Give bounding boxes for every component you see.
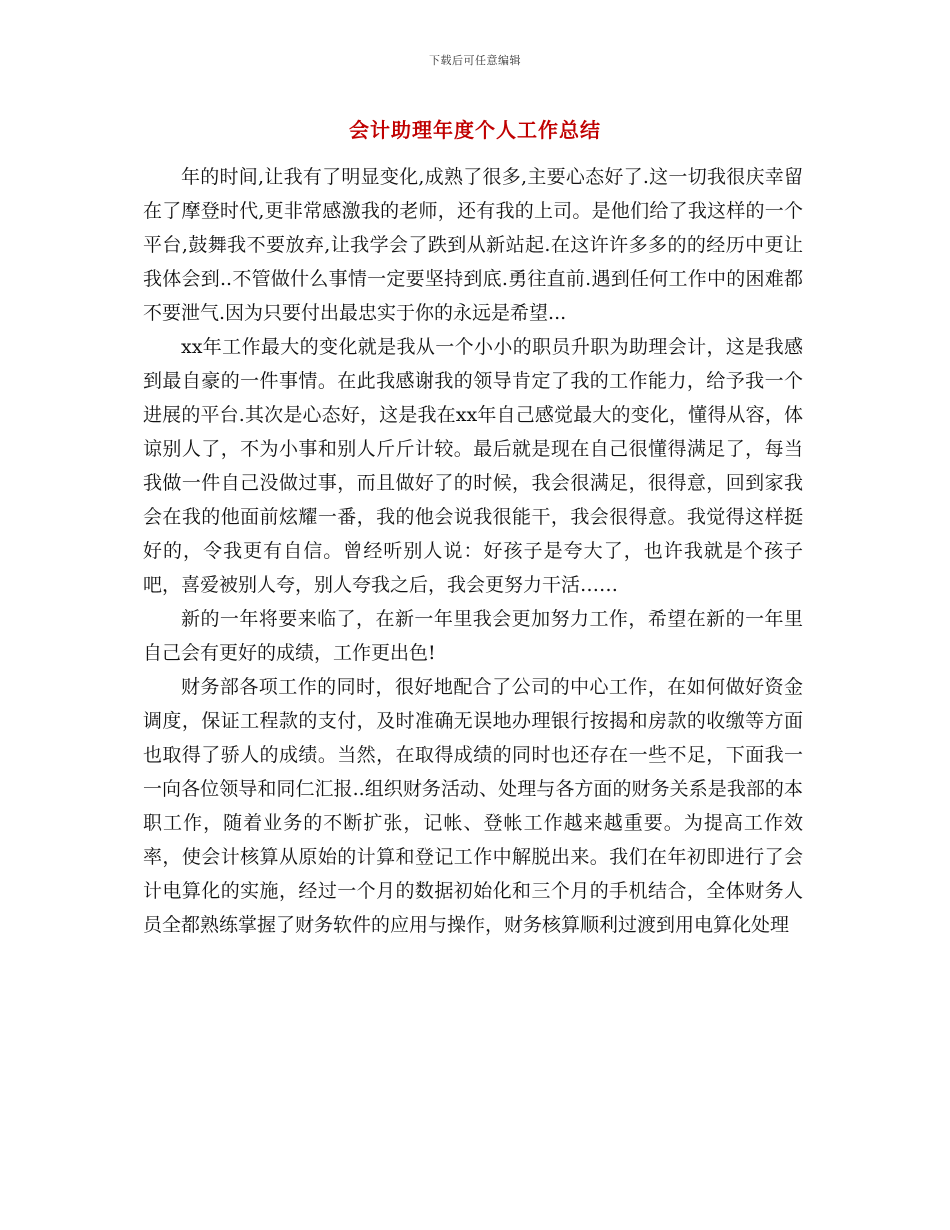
document-title: 会计助理年度个人工作总结 xyxy=(349,118,601,142)
paragraph-4: 财务部各项工作的同时，很好地配合了公司的中心工作，在如何做好资金调度，保证工程款的支付，及时准确无误地办理银行按揭和房款的收缴等方面也取得了骄人的成绩。当然，在取得成绩的同时也还存在一些不足，下面我一一向各位领导和同仁汇报..组织财务活动、处理与各方面的财务关系是我部的本职工作，随着业务的不断扩张，记帐、登帐工作越来越重要。为提高工作效率，使会计核算从原始的计算和登记工作中解脱出来。我们在年初即进行了会计电算化的实施，经过一个月的数据初始化和三个月的手机结合，全体财务人员全都熟练掌握了财务软件的应用与操作，财务核算顺利过渡到用电算化处理 xyxy=(143,676,803,936)
paragraph-2: xx年工作最大的变化就是我从一个小小的职员升职为助理会计，这是我感到最自豪的一件事情。在此我感谢我的领导肯定了我的工作能力，给予我一个进展的平台.其次是心态好，这是我在xx年自己感觉最大的变化，懂得从容，体谅别人了，不为小事和别人斤斤计较。最后就是现在自己很懂得满足了，每当我做一件自己没做过事，而且做好了的时候，我会很满足，很得意，回到家我会在我的他面前炫耀一番，我的他会说我很能干，我会很得意。我觉得这样挺好的，令我更有自信。曾经听别人说：好孩子是夸大了，也许我就是个孩子吧，喜爱被别人夸，别人夸我之后，我会更努力干活…… xyxy=(143,336,803,596)
paragraph-3: 新的一年将要来临了，在新一年里我会更加努力工作，希望在新的一年里自己会有更好的成绩，工作更出色! xyxy=(143,608,803,664)
document-body xyxy=(143,160,803,942)
header-note: 下载后可任意编辑 xyxy=(429,54,521,67)
paragraph-1: 年的时间,让我有了明显变化,成熟了很多,主要心态好了.这一切我很庆幸留在了摩登时代,更非常感激我的老师，还有我的上司。是他们给了我这样的一个平台,鼓舞我不要放弃,让我学会了跌到从新站起.在这许许多多的的经历中更让我体会到..不管做什么事情一定要坚持到底.勇往直前.遇到任何工作中的困难都不要泄气.因为只要付出最忠实于你的永远是希望... xyxy=(143,166,803,324)
